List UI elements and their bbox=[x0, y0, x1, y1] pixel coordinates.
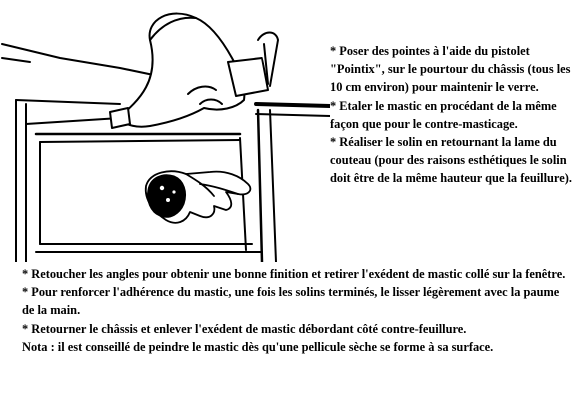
side-instructions bbox=[330, 42, 574, 188]
instruction-pointes: * Poser des pointes à l'aide du pistolet "Pointix", sur le pourtour du châssis (tous les 10 cm environ) pour maintenir le verre. bbox=[330, 44, 571, 95]
instruction-adherence: * Pour renforcer l'adhérence du mastic, une fois les solins terminés, le lisser légèrement avec la paume de la main. bbox=[22, 285, 560, 318]
glazing-illustration bbox=[0, 0, 330, 262]
instruction-solin: * Réaliser le solin en retournant la lame du couteau (pour des raisons esthétiques le solin doit être de la même hauteur que la feuillure). bbox=[330, 135, 572, 186]
bottom-instructions bbox=[22, 265, 570, 356]
instruction-etaler-mastic: * Etaler le mastic en procédant de la même façon que pour le contre-masticage. bbox=[330, 98, 557, 131]
instruction-retoucher-angles: * Retoucher les angles pour obtenir une bonne finition et retirer l'exédent de mastic collé sur la fenêtre. bbox=[22, 267, 566, 281]
instruction-retourner-chassis: * Retourner le châssis et enlever l'exédent de mastic débordant côté contre-feuillure. bbox=[22, 321, 467, 336]
note: Nota : il est conseillé de peindre le mastic dès qu'une pellicule sèche se forme à sa surface. bbox=[22, 339, 494, 354]
